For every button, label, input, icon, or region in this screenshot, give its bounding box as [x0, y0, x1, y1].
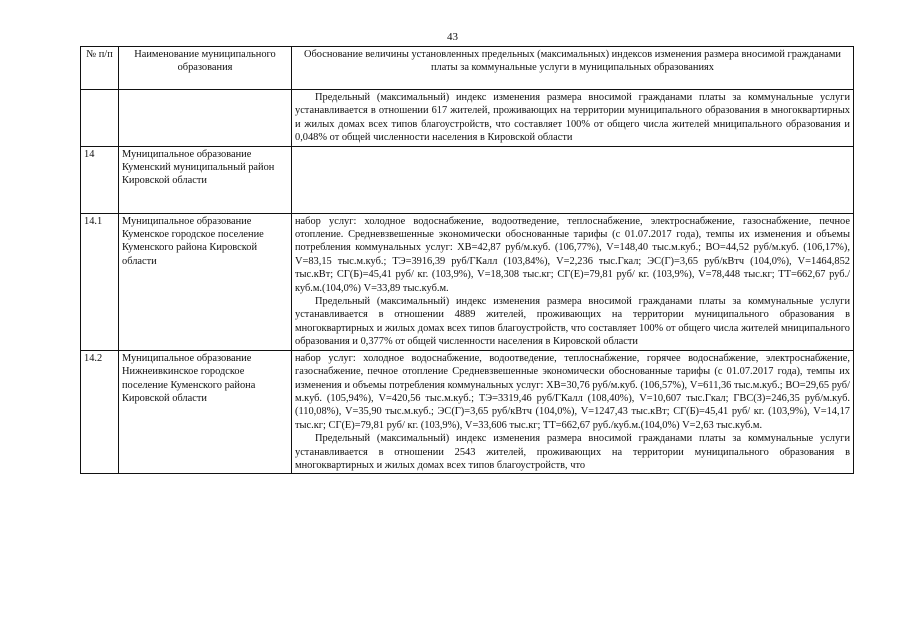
row-municipality-name: Муниципальное образование Нижнеивкинское городское поселение Куменского района Кировской области — [119, 350, 292, 474]
table-row — [81, 213, 854, 350]
row-municipality-name: Муниципальное образование Куменский муниципальный район Кировской области — [119, 146, 292, 213]
header-basis: Обоснование величины установленных предельных (максимальных) индексов изменения размера вносимой гражданами платы за коммунальные услуги в муниципальных образованиях — [292, 47, 854, 90]
table-row — [81, 90, 854, 147]
row-municipality-name: Муниципальное образование Куменское городское поселение Куменского района Кировской области — [119, 213, 292, 350]
page-number: 43 — [447, 31, 458, 43]
row-number: 14 — [81, 146, 119, 213]
row-basis — [292, 90, 854, 147]
table-row — [81, 350, 854, 474]
services-tariffs-text: набор услуг: холодное водоснабжение, водоотведение, теплоснабжение, горячее водоснабжение, электроснабжение, газоснабжение, печное отопление Средневзвешенные экономически обоснованные тарифы (с 01.07.2017 года), темпы их изменения и объемы потребления коммунальных услуг: ХВ=30,76 руб/м.куб. (106,57%), V=611,36 тыс.м.куб.; ВО=29,65 руб/м.куб. (105,94%), V=420,56 тыс.м.куб.; ТЭ=3319,46 руб/ГКалл (108,40%), V=10,607 тыс.Гкал; ГВС(З)=246,35 руб/м.куб. (110,08%), V=35,90 тыс.м.куб.; ЭС(Г)=3,65 руб/кВтч (104,0%), V=1247,43 тыс.кВт; СГ(Б)=45,41 руб/ кг. (103,9%), V=14,17 тыс.кг; СГ(Е)=79,81 руб/ кг. (103,9%), V=33,606 тыс.кг; ТТ=662,67 руб./куб.м.(104,0%) V=2,63 тыс.куб.м. — [295, 352, 850, 431]
row-number: 14.1 — [81, 213, 119, 350]
row-municipality-name — [119, 90, 292, 147]
table-section-row — [81, 146, 854, 213]
population-index-text: Предельный (максимальный) индекс изменения размера вносимой гражданами платы за коммунальные услуги устанавливается в отношении 617 жителей, проживающих на территории муниципального образования в многоквартирных и жилых домах всех типов благоустройств, что составляет 100% от общего числа жителей мниципального образования и 0,048% от общей численности населения в Кировской области — [295, 92, 850, 144]
services-tariffs-text: набор услуг: холодное водоснабжение, водоотведение, теплоснабжение, электроснабжение, газоснабжение, печное отопление. Средневзвешенные экономически обоснованные тарифы (с 01.07.2017 года), темпы их изменения и объемы потребления коммунальных услуг: ХВ=42,87 руб/м.куб. (106,77%), V=148,40 тыс.м.куб.; ВО=44,52 руб/м.куб. (106,17%), V=83,15 тыс.м.куб.; ТЭ=3916,39 руб/ГКалл (103,84%), V=2,236 тыс.Гкал; ЭС(Г)=3,65 руб/кВтч (104,0%), V=1464,852 тыс.кВт; СГ(Б)=45,41 руб/ кг. (103,9%), V=18,308 тыс.кг; СГ(Е)=79,81 руб/ кг. (103,9%), V=78,448 тыс.кг; ТТ=662,67 руб./куб.м.(104,0%) V=33,89 тыс.куб.м. — [295, 215, 850, 294]
row-basis — [292, 350, 854, 474]
row-number: 14.2 — [81, 350, 119, 474]
row-basis — [292, 213, 854, 350]
row-basis — [292, 146, 854, 213]
header-number: № п/п — [81, 47, 119, 90]
table-header-row — [81, 47, 854, 90]
population-index-text: Предельный (максимальный) индекс изменения размера вносимой гражданами платы за коммунальные услуги устанавливается в отношении 2543 жителей, проживающих на территории муниципального образования в многоквартирных и жилых домах всех типов благоустройств, что — [295, 433, 850, 471]
header-municipality-name: Наименование муниципального образования — [119, 47, 292, 90]
tariff-index-table — [80, 46, 854, 474]
row-number — [81, 90, 119, 147]
population-index-text: Предельный (максимальный) индекс изменения размера вносимой гражданами платы за коммунальные услуги устанавливается в отношении 4889 жителей, проживающих на территории муниципального образования в многоквартирных и жилых домах всех типов благоустройств, что составляет 100% от общего числа жителей мниципального образования и 0,377% от общей численности населения в Кировской области — [295, 296, 850, 348]
